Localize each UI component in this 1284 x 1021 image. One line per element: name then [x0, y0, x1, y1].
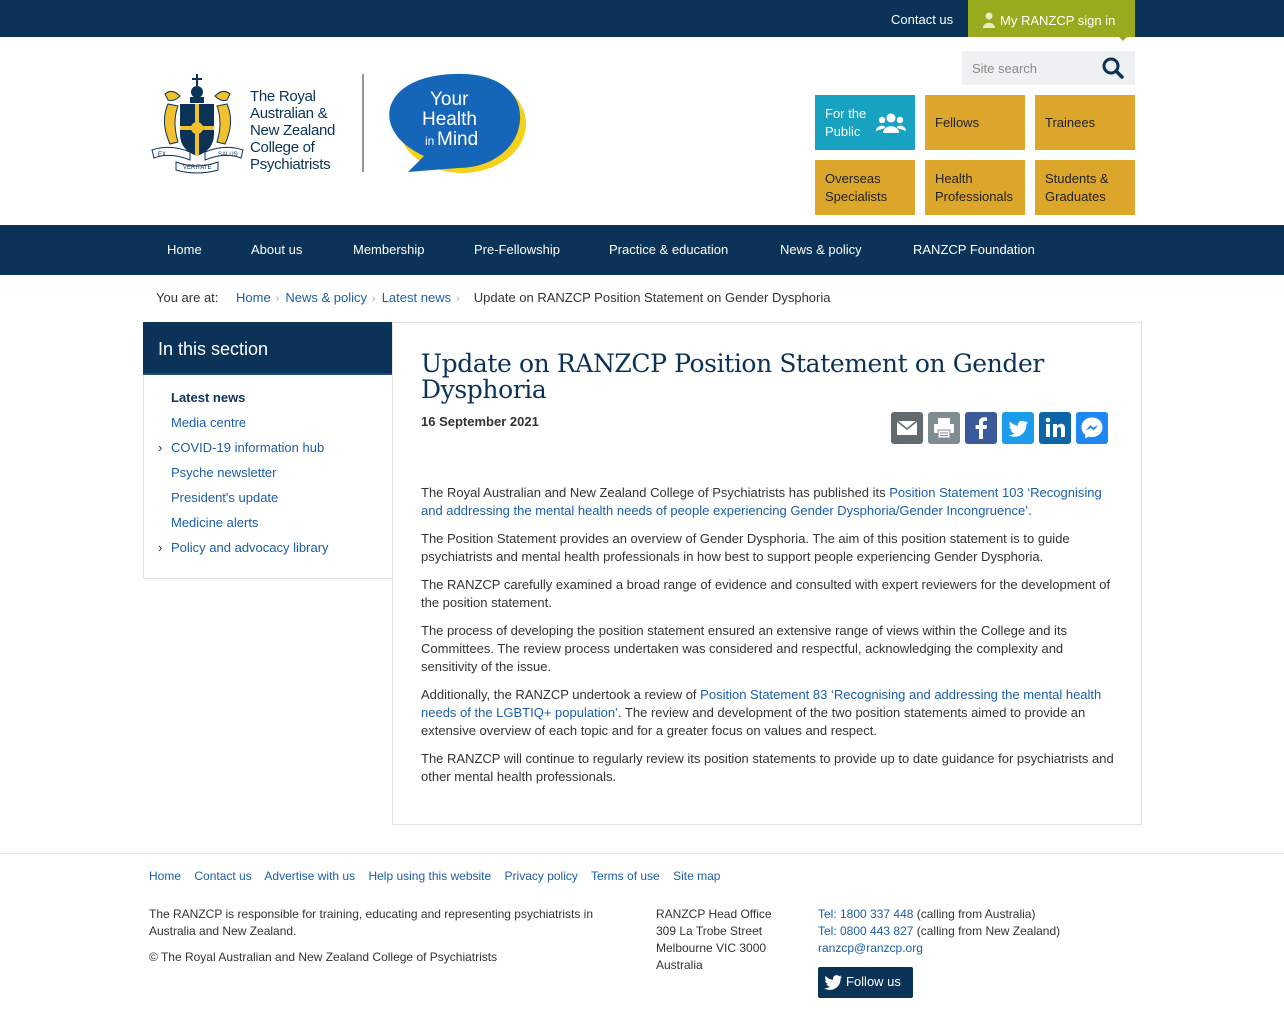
article-paragraph: The RANZCP will continue to regularly review its position statements to provide up to date guidance for psychiatrists and other mental health professionals.: [421, 751, 1114, 784]
sidebar-item-policy-advocacy-library[interactable]: [144, 540, 392, 560]
search-icon[interactable]: [1100, 56, 1126, 80]
nav-news-policy[interactable]: News & policy: [780, 242, 862, 257]
nav-about-us[interactable]: About us: [251, 242, 303, 257]
footer-link-advertise[interactable]: Advertise with us: [264, 869, 356, 883]
footer-link-home[interactable]: Home: [149, 869, 182, 883]
footer-links: [149, 869, 730, 883]
section-sidebar: [143, 322, 393, 579]
nav-home[interactable]: Home: [167, 242, 202, 257]
chevron-right-icon: ›: [275, 293, 280, 305]
tile-students-graduates[interactable]: [1035, 160, 1135, 215]
main-navigation: [0, 225, 1284, 275]
footer-link-contact-us[interactable]: Contact us: [194, 869, 252, 883]
tile-label: Overseas Specialists: [825, 170, 888, 204]
twitter-icon: [1002, 412, 1034, 444]
article-paragraph: [421, 484, 1121, 520]
sidebar-item-label: COVID-19 information hub: [171, 440, 325, 455]
tile-label: For the Public: [825, 105, 867, 139]
people-icon: [876, 112, 906, 134]
twitter-icon: [824, 975, 842, 990]
footer-link-site-map[interactable]: Site map: [673, 869, 721, 883]
footer-link-terms[interactable]: Terms of use: [591, 869, 660, 883]
sidebar-item-media-centre[interactable]: [144, 415, 392, 435]
tile-trainees[interactable]: [1035, 95, 1135, 150]
breadcrumb-latest-news[interactable]: Latest news: [381, 290, 452, 305]
twitter-follow-button[interactable]: [818, 967, 913, 998]
user-icon: [982, 12, 996, 28]
article-content: [392, 322, 1142, 825]
logo-line: Australian &: [250, 105, 328, 122]
paragraph-text: The Royal Australian and New Zealand College of Psychiatrists has published its: [421, 485, 890, 500]
ranzcp-crest-logo[interactable]: [150, 72, 245, 174]
follow-label: Follow us: [846, 974, 901, 989]
sidebar-item-label: Media centre: [171, 415, 247, 430]
sidebar-item-label: Medicine alerts: [171, 515, 259, 530]
phone-nz-link[interactable]: Tel: 0800 443 827: [818, 924, 914, 938]
facebook-icon: [965, 412, 997, 444]
phone-nz-note: (calling from New Zealand): [913, 924, 1061, 938]
breadcrumb-current: Update on RANZCP Position Statement on Gender Dysphoria: [473, 290, 831, 305]
sidebar-item-psyche-newsletter[interactable]: [144, 465, 392, 485]
my-ranzcp-signin-button[interactable]: [968, 0, 1135, 37]
nav-practice-education[interactable]: Practice & education: [609, 242, 729, 257]
nav-membership[interactable]: Membership: [353, 242, 425, 257]
phone-au-note: (calling from Australia): [913, 907, 1036, 921]
tile-for-the-public[interactable]: [815, 95, 915, 150]
article-paragraph: The process of developing the position statement ensured an extensive range of views within the College and its Committees. The review process undertaken was considered and respectful, acknowledging the complexity and sensitivity of the issue.: [421, 623, 1068, 674]
address-line: RANZCP Head Office: [656, 907, 772, 921]
chevron-right-icon: ›: [372, 293, 376, 305]
article-paragraph: The Position Statement provides an overview of Gender Dysphoria. The aim of this position statement is to guide psychiatrists and mental health professionals in how best to support people experiencing Gender Dysphoria.: [421, 531, 1070, 564]
linkedin-share-button[interactable]: [1039, 412, 1071, 444]
logo-divider: [362, 74, 364, 172]
sidebar-item-label: President's update: [171, 490, 279, 505]
nav-ranzcp-foundation[interactable]: RANZCP Foundation: [913, 242, 1035, 257]
sidebar-item-label: Psyche newsletter: [171, 465, 277, 480]
paragraph-text: .: [1028, 503, 1032, 518]
messenger-share-button[interactable]: [1076, 412, 1108, 444]
tile-label: Health Professionals: [935, 170, 1014, 204]
email-share-button[interactable]: [891, 412, 923, 444]
tile-health-professionals[interactable]: [925, 160, 1025, 215]
address-line: Melbourne VIC 3000: [656, 941, 767, 955]
email-link[interactable]: ranzcp@ranzcp.org: [818, 941, 923, 955]
footer-link-help[interactable]: Help using this website: [368, 869, 492, 883]
signin-notch: [1118, 36, 1128, 41]
footer-link-privacy[interactable]: Privacy policy: [504, 869, 578, 883]
yhim-health: Health: [422, 109, 477, 130]
footer-contact: [818, 906, 1060, 957]
yhim-in: in: [425, 134, 435, 148]
sidebar-item-presidents-update[interactable]: [144, 490, 392, 510]
print-share-button[interactable]: [928, 412, 960, 444]
breadcrumb: [156, 290, 830, 305]
address-line: Australia: [656, 958, 703, 972]
tile-label: Fellows: [935, 114, 980, 130]
sidebar-item-label: Policy and advocacy library: [171, 540, 329, 555]
twitter-share-button[interactable]: [1002, 412, 1034, 444]
site-search: [962, 51, 1135, 85]
nav-pre-fellowship[interactable]: Pre-Fellowship: [474, 242, 560, 257]
breadcrumb-news-policy[interactable]: News & policy: [285, 290, 368, 305]
yhim-mind: Mind: [437, 129, 479, 150]
sidebar-item-latest-news[interactable]: [144, 390, 392, 410]
contact-us-link[interactable]: Contact us: [891, 12, 954, 27]
tile-overseas-specialists[interactable]: [815, 160, 915, 215]
chevron-right-icon[interactable]: ›: [158, 540, 163, 555]
footer-about: The RANZCP is responsible for training, educating and representing psychiatrists in Australia and New Zealand.: [149, 907, 593, 938]
tile-label: Trainees: [1045, 114, 1096, 130]
footer-address: [656, 906, 772, 974]
tile-fellows[interactable]: [925, 95, 1025, 150]
college-name-logo-text[interactable]: [250, 88, 335, 173]
position-statement-83-link[interactable]: Position Statement 83 ‘Recognising and addressing the mental health needs of the LGBTIQ+ population’: [421, 687, 1102, 720]
address-line: 309 La Trobe Street: [656, 924, 763, 938]
logo-line: The Royal: [250, 88, 316, 105]
article-date: 16 September 2021: [421, 414, 539, 429]
your-health-in-mind-logo[interactable]: [384, 72, 530, 174]
article-paragraph: [421, 686, 1121, 740]
crest-motto-veritate: VERITATE: [183, 165, 212, 171]
logo-line: Psychiatrists: [250, 156, 331, 173]
paragraph-text: . The review and development of the two position statements aimed to provide an extensive overview of each topic and for a greater focus on values and respect.: [421, 705, 1086, 738]
footer-copyright: © The Royal Australian and New Zealand College of Psychiatrists: [149, 950, 498, 964]
phone-au-link[interactable]: Tel: 1800 337 448: [818, 907, 914, 921]
chevron-right-icon[interactable]: ›: [158, 440, 163, 455]
print-icon: [928, 412, 960, 444]
email-icon: [891, 412, 923, 444]
position-statement-103-link[interactable]: Position Statement 103 ‘Recognising and addressing the mental health needs of people experiencing Gender Dysphoria/Gender Incongruence’: [421, 485, 1102, 518]
article-paragraph: The RANZCP carefully examined a broad range of evidence and consulted with expert reviewers for the development of the position statement.: [421, 577, 1111, 610]
sidebar-item-covid-19-hub[interactable]: [144, 440, 392, 460]
messenger-icon: [1076, 412, 1108, 444]
logo-line: New Zealand: [250, 122, 336, 139]
paragraph-text: Additionally, the RANZCP undertook a review of: [421, 687, 701, 702]
facebook-share-button[interactable]: [965, 412, 997, 444]
top-utility-bar: [0, 0, 1284, 37]
yhim-your: Your: [430, 89, 469, 110]
search-input[interactable]: [962, 51, 1100, 85]
tile-label: Students & Graduates: [1045, 170, 1109, 204]
crest-motto-salus: SALUS: [218, 152, 238, 158]
linkedin-icon: [1039, 412, 1071, 444]
article-title: Update on RANZCP Position Statement on Gender Dysphoria: [421, 349, 1044, 404]
breadcrumb-home[interactable]: Home: [236, 290, 271, 305]
crest-motto-ex: EX: [158, 152, 167, 158]
sidebar-item-medicine-alerts[interactable]: [144, 515, 392, 535]
signin-label: My RANZCP sign in: [1000, 13, 1116, 28]
chevron-right-icon: ›: [456, 293, 460, 305]
logo-line: College of: [250, 139, 315, 156]
sidebar-heading: In this section: [143, 322, 393, 375]
sidebar-item-label: Latest news: [171, 390, 246, 405]
breadcrumb-label: You are at:: [156, 290, 219, 305]
site-footer: [0, 853, 1284, 1021]
